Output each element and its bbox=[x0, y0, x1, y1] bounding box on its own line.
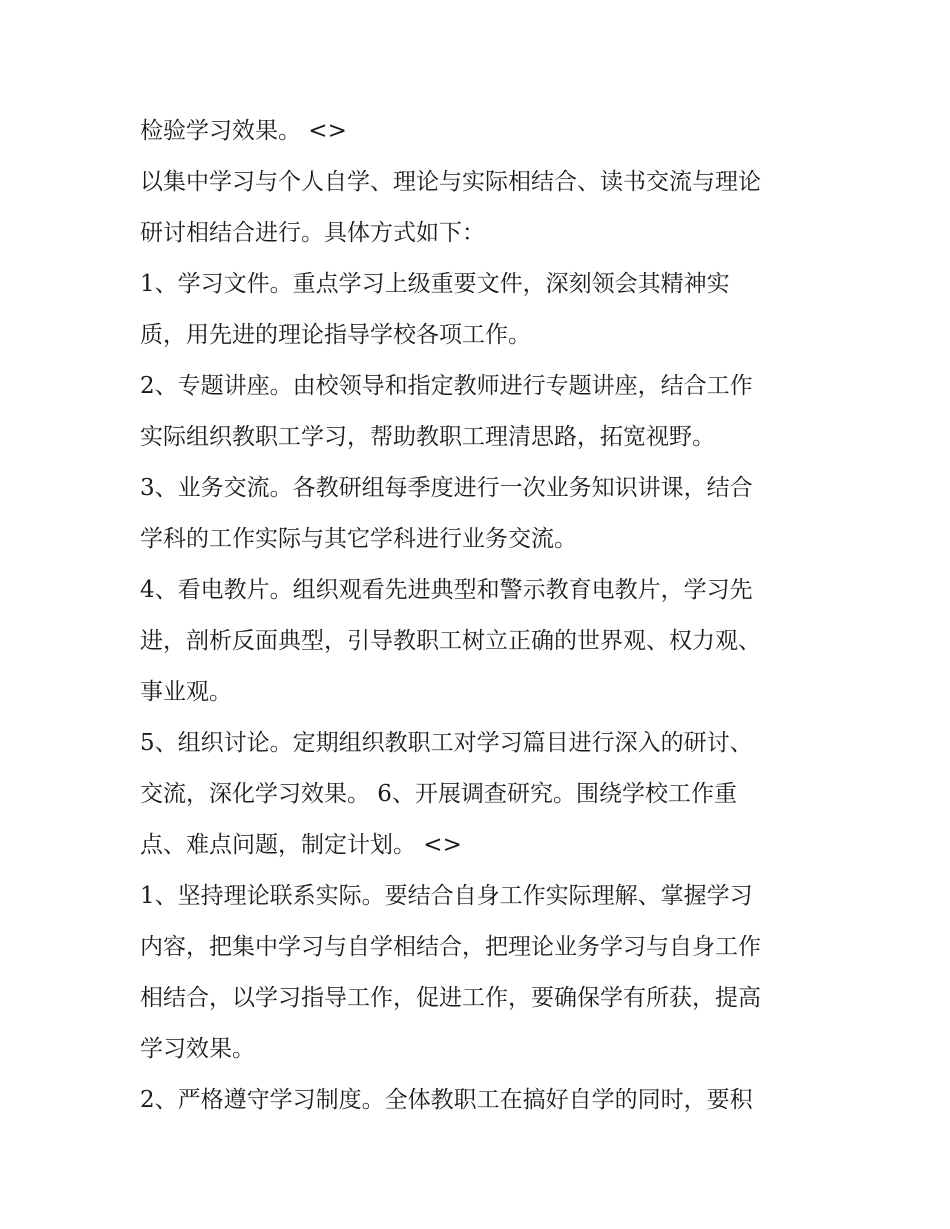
text-line: 以集中学习与个人自学、理论与实际相结合、读书交流与理论 bbox=[140, 169, 761, 195]
text-line: 进，剖析反面典型，引导教职工树立正确的世界观、权力观、 bbox=[140, 628, 761, 654]
text-line: 学习效果。 bbox=[140, 1036, 255, 1062]
text-line: 5、组织讨论。定期组织教职工对学习篇目进行深入的研讨、 bbox=[140, 730, 753, 756]
text-line: 研讨相结合进行。具体方式如下： bbox=[140, 220, 485, 246]
text-line: 事业观。 bbox=[140, 679, 232, 705]
text-line: 4、看电教片。组织观看先进典型和警示教育电教片，学习先 bbox=[140, 577, 753, 603]
document-body bbox=[140, 106, 820, 1126]
text-line: 点、难点问题，制定计划。 <> bbox=[140, 832, 462, 858]
text-line: 1、坚持理论联系实际。要结合自身工作实际理解、掌握学习 bbox=[140, 883, 753, 909]
text-line: 学科的工作实际与其它学科进行业务交流。 bbox=[140, 526, 577, 552]
text-line: 质，用先进的理论指导学校各项工作。 bbox=[140, 322, 531, 348]
text-line: 检验学习效果。 <> bbox=[140, 118, 347, 144]
text-line: 2、严格遵守学习制度。全体教职工在搞好自学的同时，要积 bbox=[140, 1087, 753, 1113]
text-line: 2、专题讲座。由校领导和指定教师进行专题讲座，结合工作 bbox=[140, 373, 753, 399]
text-line: 内容，把集中学习与自学相结合，把理论业务学习与自身工作 bbox=[140, 934, 761, 960]
text-line: 交流，深化学习效果。 6、开展调查研究。围绕学校工作重 bbox=[140, 781, 737, 807]
text-line: 3、业务交流。各教研组每季度进行一次业务知识讲课，结合 bbox=[140, 475, 753, 501]
text-line: 1、学习文件。重点学习上级重要文件，深刻领会其精神实 bbox=[140, 271, 730, 297]
text-line: 相结合，以学习指导工作，促进工作，要确保学有所获，提高 bbox=[140, 985, 761, 1011]
text-line: 实际组织教职工学习，帮助教职工理清思路，拓宽视野。 bbox=[140, 424, 715, 450]
